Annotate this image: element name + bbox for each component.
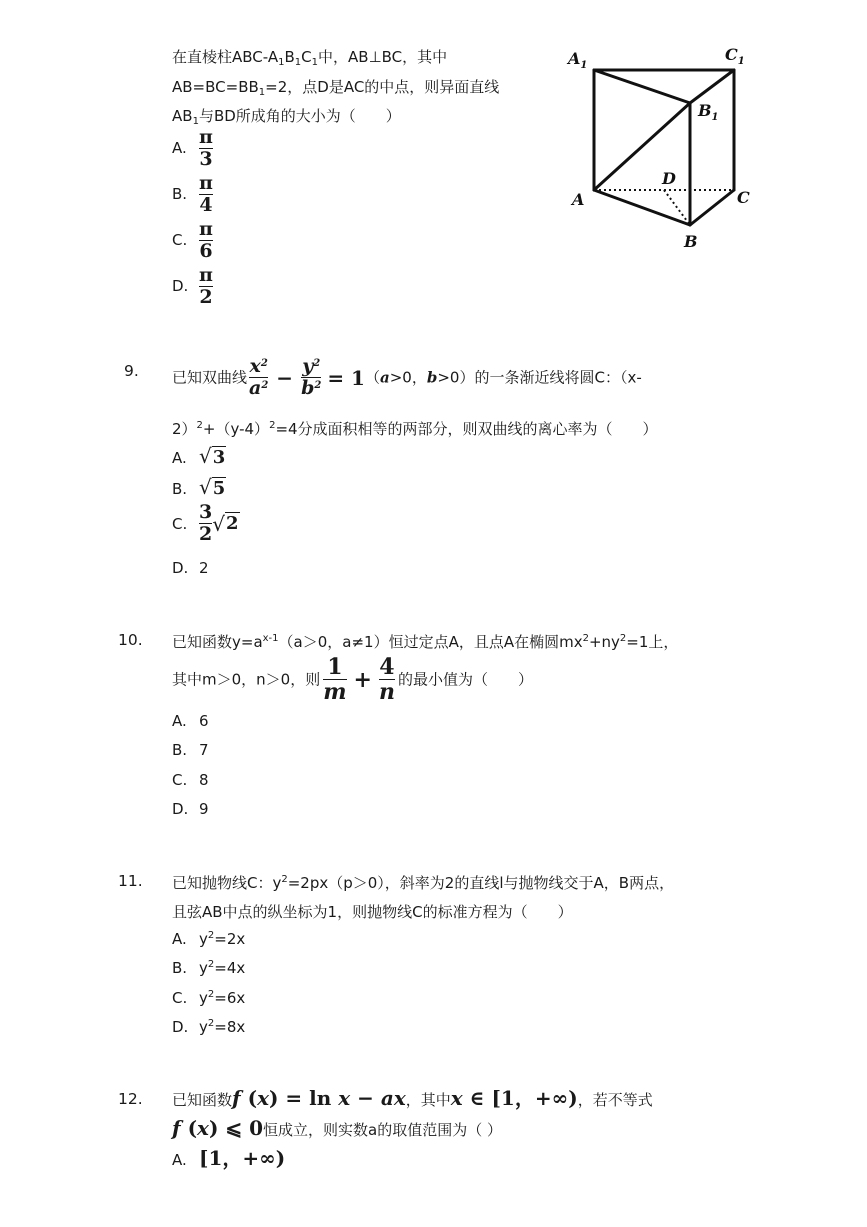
q10-option-a[interactable]: A. 6	[172, 712, 209, 730]
fraction: $\frac{\pi}{6}$	[199, 218, 213, 262]
q9-stem-line-1: 已知双曲线 $\frac{x^2}{a^2}$ − $\frac{y^2}{b^2}$ = 1（a>0，b>0）的一条渐近线将圆C：（x-	[172, 355, 642, 399]
fraction: $\frac{\pi}{3}$	[199, 126, 213, 170]
q9-option-c[interactable]: C. $\frac{3}{2}$ √2	[172, 501, 239, 545]
label-b1: $B_1$	[698, 101, 719, 123]
q11-option-b[interactable]: B. $y^2=4x$	[172, 959, 246, 977]
edge-a1b1	[594, 70, 690, 103]
q11-stem-line-2: 且弦AB中点的纵坐标为1，则抛物线C的标准方程为（ ）	[172, 903, 573, 921]
edge-ab	[594, 190, 690, 225]
q8-stem-line-2: $AB=BC=BB_1=2$，点D是AC的中点，则异面直线	[172, 78, 500, 98]
fraction-y2-b2: $\frac{y^2}{b^2}$	[301, 355, 322, 399]
label-d: D	[662, 169, 676, 188]
fraction-1-m: $\frac{1}{m}$	[323, 654, 347, 706]
question-number: 10.	[118, 631, 143, 649]
q10-stem-line-2: 其中m＞0，n＞0，则 $\frac{1}{m}$ + $\frac{4}{n}$ 的最小值为（ ）	[172, 654, 533, 706]
question-number: 11.	[118, 872, 143, 890]
q9-option-d[interactable]: D. 2	[172, 559, 209, 577]
q10-option-d[interactable]: D. 9	[172, 800, 209, 818]
q11-option-d[interactable]: D. $y^2=8x$	[172, 1018, 246, 1036]
q12-stem-line-2: f (x) ⩽ 0恒成立，则实数a的取值范围为（ ）	[172, 1116, 503, 1140]
q8-option-a[interactable]: A. $\frac{\pi}{3}$	[172, 126, 213, 170]
fraction-x2-a2: $\frac{x^2}{a^2}$	[249, 355, 269, 399]
q8-option-b[interactable]: B. $\frac{\pi}{4}$	[172, 172, 213, 216]
q11-option-a[interactable]: A. $y^2=2x$	[172, 930, 246, 948]
q10-option-b[interactable]: B. 7	[172, 741, 209, 759]
q8-option-d[interactable]: D. $\frac{\pi}{2}$	[172, 264, 213, 308]
label-b: B	[684, 232, 698, 251]
label-a: A	[572, 190, 585, 209]
question-number: 9.	[124, 362, 139, 380]
q11-option-c[interactable]: C. $y^2=6x$	[172, 989, 246, 1007]
label-c: C	[737, 188, 750, 207]
fraction: $\frac{3}{2}$	[199, 501, 213, 545]
label-c1: $C_1$	[725, 45, 745, 67]
q9-stem-line-2: $2)^2+(y-4)^2=4$分成面积相等的两部分，则双曲线的离心率为（ ）	[172, 420, 658, 438]
q8-stem-line-1: 在直棱柱ABC-$A_1B_1C_1$中，AB⊥BC，其中	[172, 48, 448, 68]
q12-stem-line-1: 已知函数f (x) = ln x − ax，其中x ∈ [1，+∞)，若不等式	[172, 1086, 653, 1110]
edge-bc	[690, 190, 734, 225]
q11-stem-line-1: 已知抛物线C：$y^2=2px(p>0)$，斜率为2的直线l与抛物线交于A，B两点，	[172, 874, 675, 892]
q9-option-a[interactable]: A. √3	[172, 444, 226, 468]
q9-option-b[interactable]: B. √5	[172, 475, 226, 499]
prism-figure	[560, 40, 760, 255]
q10-stem-line-1: 已知函数$y=a^{x-1}(a>0$，a≠1）恒过定点A，且点A在椭圆$mx^2+ny^2=1$上，	[172, 633, 679, 651]
label-a1: $A_1$	[568, 49, 588, 71]
q12-option-a[interactable]: A. [1，+∞)	[172, 1146, 286, 1170]
q8-option-c[interactable]: C. $\frac{\pi}{6}$	[172, 218, 213, 262]
q10-option-c[interactable]: C. 8	[172, 771, 209, 789]
fraction: $\frac{\pi}{4}$	[199, 172, 213, 216]
fraction-4-n: $\frac{4}{n}$	[378, 654, 395, 706]
edge-b1c1	[690, 70, 734, 103]
question-number: 12.	[118, 1090, 143, 1108]
q8-stem-line-3: $AB_1$与BD所成角的大小为（ ）	[172, 107, 401, 127]
fraction: $\frac{\pi}{2}$	[199, 264, 213, 308]
